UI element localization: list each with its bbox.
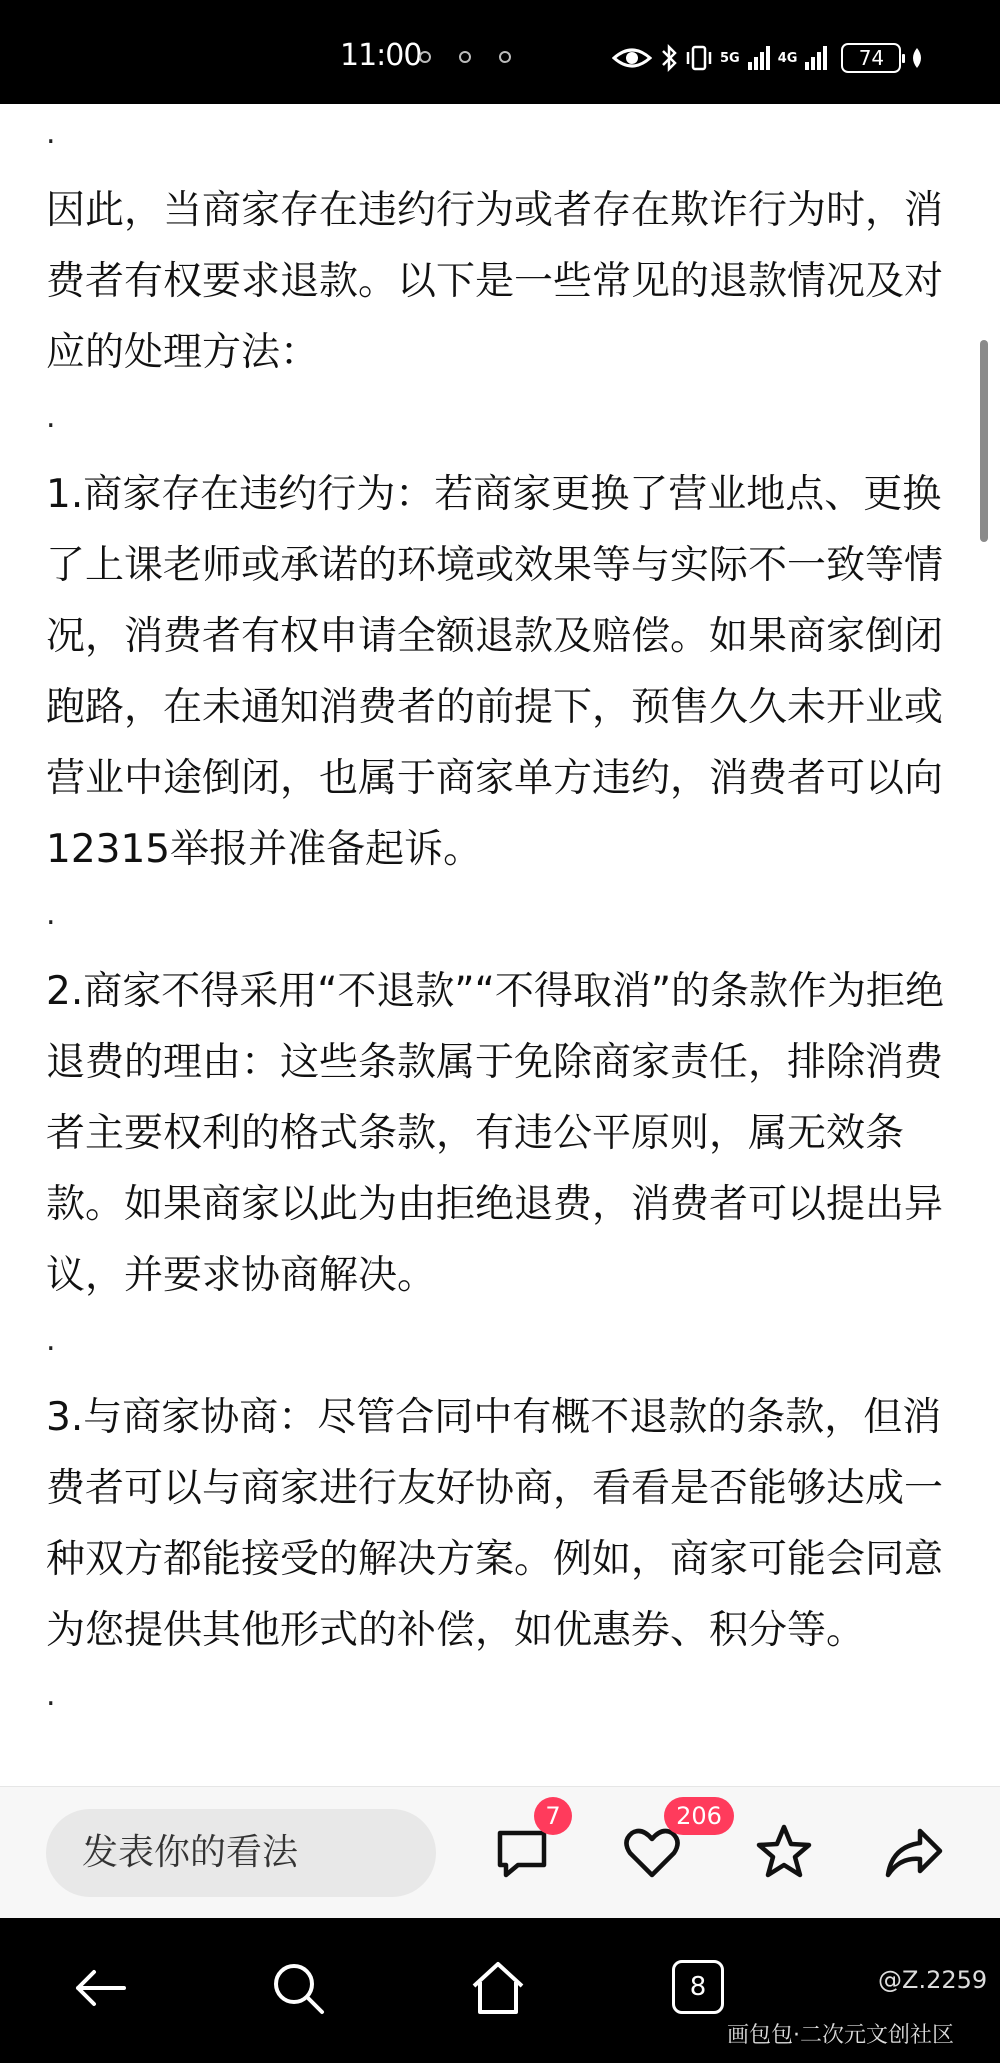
action-bar (0, 1786, 1000, 1918)
share-icon[interactable] (882, 1821, 946, 1885)
battery-icon (841, 43, 901, 73)
comment-input[interactable]: 发表你的看法 (46, 1809, 436, 1897)
article-paragraph: 因此，当商家存在违约行为或者存在欺诈行为时，消费者有权要求退款。以下是一些常见的退款情况及对应的处理方法： (46, 188, 944, 375)
separator-dot: . (46, 1323, 56, 1358)
bluetooth-icon (660, 43, 678, 73)
article-paragraph: 3.与商家协商：尽管合同中有概不退款的条款，但消费者可以与商家进行友好协商，看看是否能够达成一种双方都能接受的解决方案。例如，商家可能会同意为您提供其他形式的补偿，如优惠券、积分等。 (46, 1395, 944, 1653)
status-bar (0, 0, 1000, 104)
vibrate-icon (686, 43, 712, 73)
leaf-icon (909, 46, 925, 70)
search-icon[interactable] (266, 1956, 330, 2020)
separator-dot: . (46, 400, 56, 435)
notification-icon (458, 50, 472, 64)
like-count-badge: 206 (664, 1797, 734, 1835)
article-body (46, 104, 966, 1737)
scrollbar[interactable] (980, 340, 988, 542)
separator-dot: . (46, 1678, 56, 1713)
separator-dot: . (46, 116, 56, 151)
watermark-text: 画包包·二次元文创社区 (727, 2023, 954, 2048)
network-type-label: 4G (777, 50, 798, 66)
notification-icon (498, 50, 512, 64)
eye-comfort-icon (612, 45, 652, 71)
article-scroll-area[interactable] (0, 104, 1000, 1786)
favorite-star-icon[interactable] (752, 1821, 816, 1885)
separator-dot: . (46, 897, 56, 932)
tabs-button[interactable]: 8 (672, 1960, 724, 2014)
network-type-label: 5G (720, 50, 740, 66)
article-paragraph: 1.商家存在违约行为：若商家更换了营业地点、更换了上课老师或承诺的环境或效果等与实际不一致等情况，消费者有权申请全额退款及赔偿。如果商家倒闭跑路，在未通知消费者的前提下，预售久久未开业或营业中途倒闭，也属于商家单方违约，消费者可以向12315举报并准备起诉。 (46, 472, 944, 872)
back-icon[interactable] (68, 1956, 132, 2020)
battery-level: 74 (858, 46, 885, 70)
system-navigation-bar (0, 1918, 1000, 2063)
article-paragraph: 2.商家不得采用“不退款”“不得取消”的条款作为拒绝退费的理由：这些条款属于免除商家责任，排除消费者主要权利的格式条款，有违公平原则，属无效条款。如果商家以此为由拒绝退费，消费者可以提出异议，并要求协商解决。 (46, 969, 945, 1298)
watermark-user-id: @Z.2259 (878, 1966, 988, 1994)
status-time: 11:00 (340, 38, 422, 73)
signal-icon (748, 46, 770, 70)
status-indicators (612, 38, 925, 78)
notification-icon (418, 50, 432, 64)
signal-icon (805, 46, 827, 70)
comment-count-badge: 7 (534, 1797, 572, 1835)
home-icon[interactable] (466, 1956, 530, 2020)
